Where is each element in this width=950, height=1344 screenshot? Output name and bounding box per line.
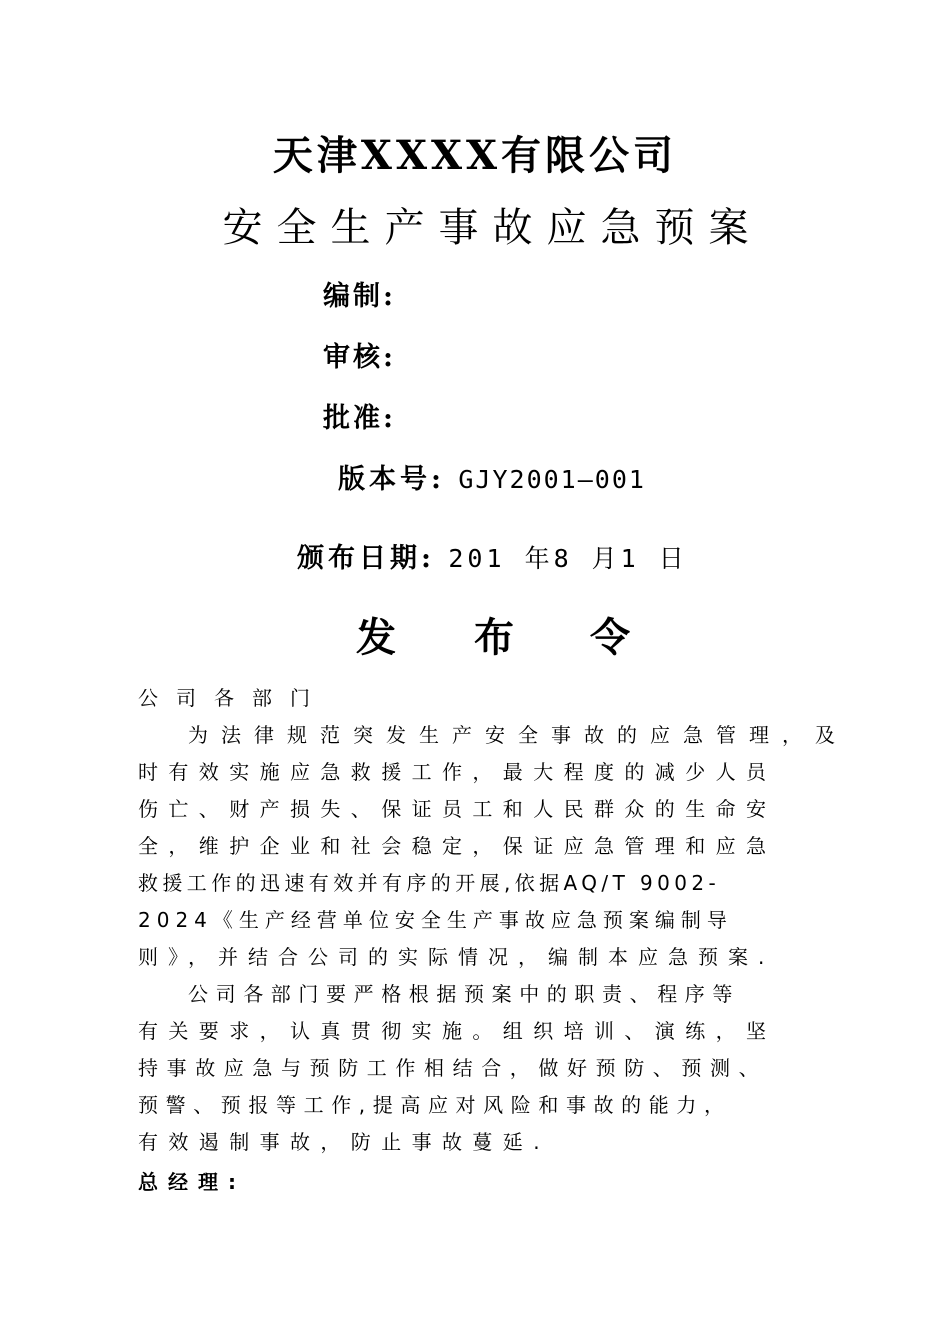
approved-by-label: 批准: xyxy=(323,403,396,434)
order-heading-char-1: 发 xyxy=(356,614,396,661)
version-line xyxy=(338,457,646,496)
body-line: 救援工作的迅速有效并有序的开展,依据AQ/T 9002- xyxy=(138,871,721,895)
body-line: 则》，并结合公司的实际情况，编制本应急预案. xyxy=(138,945,775,969)
issue-date-line xyxy=(297,536,688,575)
body-line: 公司各部门要严格根据预案中的职责、程序等 xyxy=(188,982,740,1006)
general-manager-label: 总经理: xyxy=(138,1170,246,1194)
issue-date-value: 201 年8 月1 日 xyxy=(448,544,688,573)
body-line: 预警、预报等工作,提高应对风险和事故的能力， xyxy=(138,1093,732,1117)
body-line: 为法律规范突发生产安全事故的应急管理，及 xyxy=(188,723,848,747)
reviewed-by-label: 审核: xyxy=(323,342,396,373)
order-heading-char-3: 令 xyxy=(590,614,630,661)
body-line: 全，维护企业和社会稳定，保证应急管理和应急 xyxy=(138,834,777,858)
body-line: 时有效实施应急救援工作，最大程度的减少人员 xyxy=(138,760,777,784)
body-line: 2024《生产经营单位安全生产事故应急预案编制导 xyxy=(138,908,733,932)
body-line: 伤亡、财产损失、保证员工和人民群众的生命安 xyxy=(138,797,777,821)
order-heading-char-2: 布 xyxy=(474,614,514,661)
body-line: 有关要求，认真贯彻实施。组织培训、演练，坚 xyxy=(138,1019,777,1043)
addressee-line: 公司各部门 xyxy=(138,686,328,710)
company-title: 天津XXXX有限公司 xyxy=(272,132,678,179)
version-value: GJY2001—001 xyxy=(458,465,646,494)
prepared-by-label: 编制: xyxy=(323,281,396,312)
issue-date-label: 颁布日期: xyxy=(297,543,435,574)
body-line: 有效遏制事故，防止事故蔓延. xyxy=(138,1130,550,1154)
version-label: 版本号: xyxy=(338,464,445,495)
body-line: 持事故应急与预防工作相结合，做好预防、预测、 xyxy=(138,1056,768,1080)
document-title: 安全生产事故应急预案 xyxy=(222,205,763,251)
